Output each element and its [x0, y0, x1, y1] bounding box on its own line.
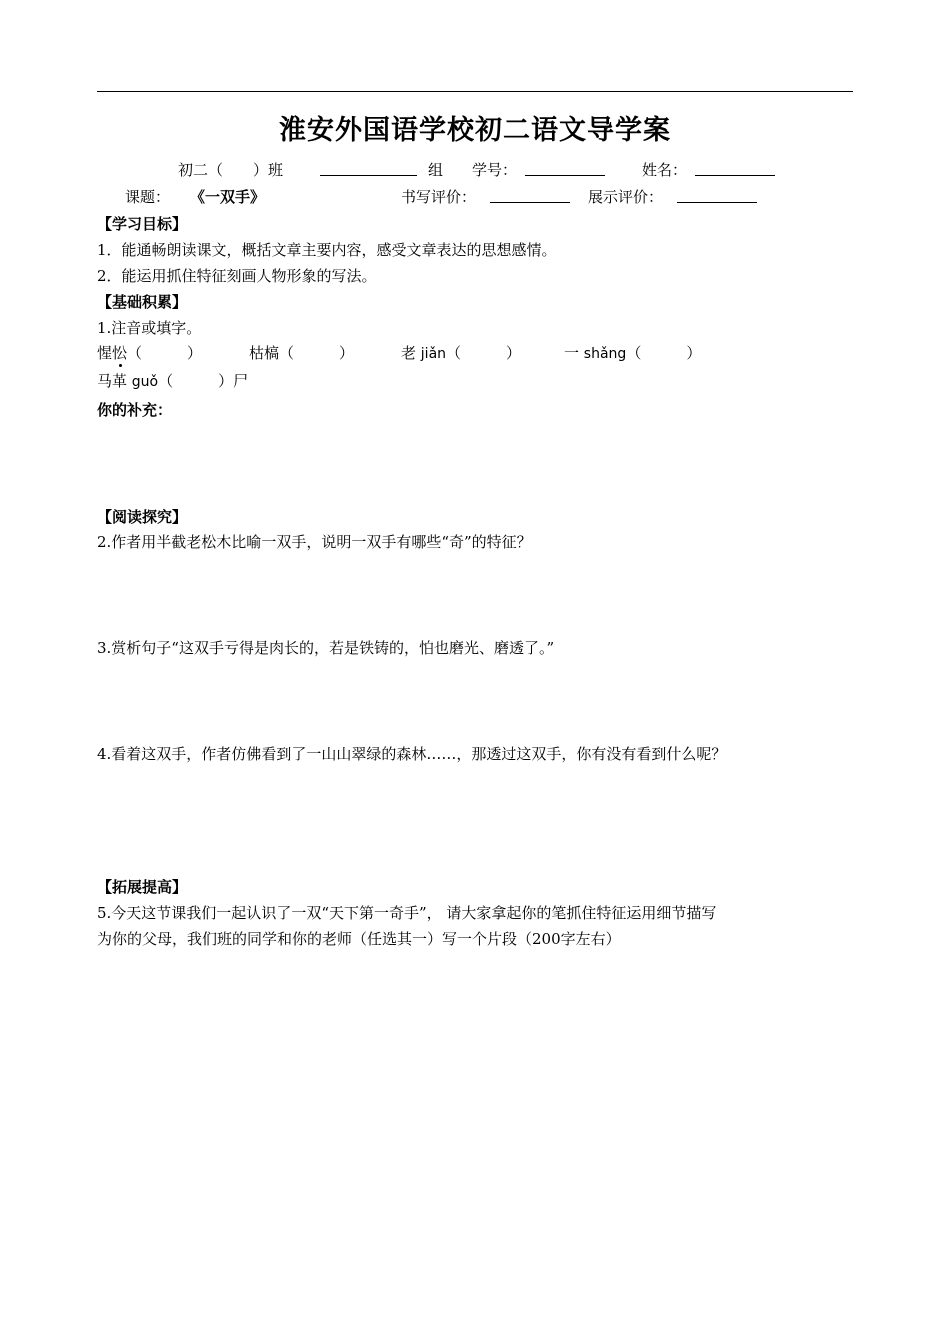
topic-label: 课题： — [125, 188, 171, 206]
word-prefix: 老 — [401, 344, 417, 362]
question-3: 3.赏析句子“这双手亏得是肉长的，若是铁铸的，怕也磨光、磨透了。” — [97, 639, 555, 657]
word-char: 惺 — [97, 344, 113, 362]
writing-eval-label: 书写评价： — [401, 188, 477, 206]
extension-heading: 【拓展提高】 — [97, 878, 188, 896]
word-char-dotted: 忪 — [112, 344, 128, 362]
answer-paren[interactable]: （ ） — [279, 344, 355, 362]
name-label: 姓名： — [642, 161, 688, 179]
basics-heading: 【基础积累】 — [97, 293, 188, 311]
question-4: 4.看着这双手，作者仿佛看到了一山山翠绿的森林……，那透过这双手，你有没有看到什么呢？ — [97, 745, 727, 763]
objective-item: 2．能运用抓住特征刻画人物形象的写法。 — [97, 267, 377, 285]
topic-value: 《一双手》 — [190, 188, 266, 206]
word-item-1 — [97, 343, 202, 363]
objectives-heading: 【学习目标】 — [97, 215, 188, 233]
class-label: 初二（ ）班 — [178, 161, 284, 179]
answer-paren[interactable]: （ ） — [127, 344, 203, 362]
display-eval-label: 展示评价： — [588, 188, 664, 206]
writing-eval-field[interactable] — [490, 187, 570, 208]
reading-heading: 【阅读探究】 — [97, 508, 188, 526]
word-prefix: 马革 — [97, 372, 128, 390]
question-5-line-1: 5.今天这节课我们一起认识了一双“天下第一奇手”， 请大家拿起你的笔抓住特征运用细节描写 — [97, 904, 717, 922]
word-suffix: 尸 — [233, 372, 249, 390]
answer-paren[interactable]: （ ） — [446, 344, 522, 362]
student-no-label: 学号： — [472, 161, 518, 179]
group-field[interactable] — [320, 160, 417, 181]
page-title: 淮安外国语学校初二语文导学案 — [279, 115, 671, 146]
word-item-2 — [249, 343, 354, 363]
word-prefix: 一 — [564, 344, 580, 362]
word-item-4 — [564, 343, 701, 364]
group-label: 组 — [428, 161, 444, 179]
answer-paren[interactable]: （ ） — [158, 372, 234, 390]
objective-item: 1．能通畅朗读课文，概括文章主要内容，感受文章表达的思想感情。 — [97, 241, 557, 259]
student-no-field[interactable] — [525, 160, 605, 181]
question-5-line-2: 为你的父母，我们班的同学和你的老师（任选其一）写一个片段（200字左右） — [97, 930, 621, 948]
question-1: 1.注音或填字。 — [97, 319, 202, 337]
top-rule — [97, 91, 853, 92]
name-field[interactable] — [695, 160, 775, 181]
word-pinyin: jiǎn — [420, 346, 447, 362]
answer-paren[interactable]: （ ） — [626, 344, 702, 362]
supplement-label: 你的补充： — [97, 401, 173, 419]
question-2: 2.作者用半截老松木比喻一双手，说明一双手有哪些“奇”的特征？ — [97, 533, 532, 551]
word-pinyin: shǎng — [583, 346, 627, 362]
word-item-3 — [401, 343, 521, 364]
word-pinyin: guǒ — [131, 374, 159, 390]
word-text: 枯槁 — [249, 344, 280, 362]
display-eval-field[interactable] — [677, 187, 757, 208]
word-item-5 — [97, 371, 248, 392]
